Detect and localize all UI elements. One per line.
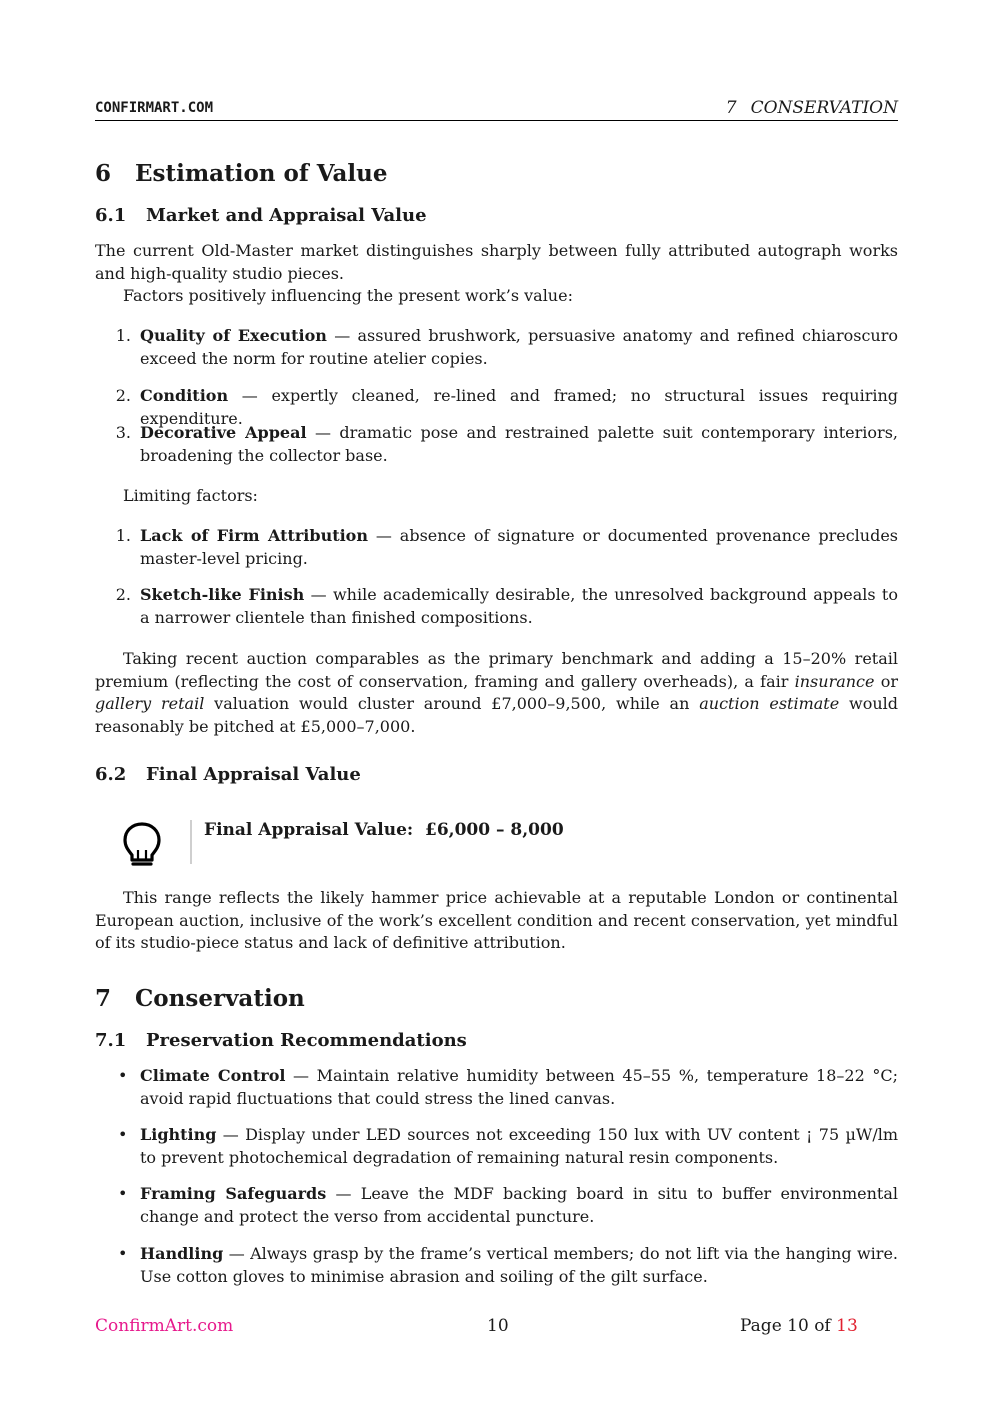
list-item: [95, 1183, 898, 1228]
item-text: — Always grasp by the frame’s vertical members; do not lift via the hanging wire. Use cotton gloves to minimise abrasion and soiling of the gilt surface.: [140, 1244, 898, 1286]
text-run: or: [874, 671, 898, 691]
item-label: Climate Control: [140, 1066, 286, 1085]
valuation-paragraph: [95, 648, 898, 738]
subsection-title: Preservation Recommendations: [146, 1030, 467, 1051]
list-item: [95, 584, 898, 629]
footer-site-link[interactable]: ConfirmArt.com: [95, 1316, 234, 1336]
subsection-title: Market and Appraisal Value: [146, 205, 427, 226]
positive-factors-lead: Factors positively influencing the present work’s value:: [123, 286, 573, 305]
item-text: — Display under LED sources not exceeding 150 lux with UV content ¡ 75 µW/lm to prevent photochemical degradation of remaining natural resin components.: [140, 1125, 898, 1167]
footer-page-number: 10: [487, 1316, 509, 1336]
list-marker: 2.: [115, 585, 131, 604]
list-item: [95, 325, 898, 370]
section-number: 6: [95, 160, 112, 187]
subsection-title: Final Appraisal Value: [146, 764, 361, 785]
footer-page-count: [740, 1316, 858, 1336]
subsection-number: 7.1: [95, 1030, 127, 1051]
lightbulb-icon: [120, 820, 164, 868]
list-marker: 1.: [115, 526, 131, 545]
item-text: — while academically desirable, the unresolved background appeals to a narrower clientele than finished compositions.: [140, 585, 898, 627]
item-text: — dramatic pose and restrained palette suit contemporary interiors, broadening the collector base.: [140, 423, 898, 465]
page-prefix: Page 10 of: [740, 1316, 837, 1336]
item-text: — assured brushwork, persuasive anatomy and refined chiaroscuro exceed the norm for routine atelier copies.: [140, 326, 898, 368]
list-item: [95, 1124, 898, 1169]
item-label: Quality of Execution: [140, 326, 327, 345]
section-7-heading: [95, 985, 305, 1012]
list-item: [95, 525, 898, 570]
list-marker: 1.: [115, 326, 131, 345]
bullet: •: [118, 1125, 128, 1144]
final-appraisal-value: Final Appraisal Value: £6,000 – 8,000: [204, 820, 564, 840]
subsection-7-1-heading: [95, 1030, 467, 1051]
item-label: Lighting: [140, 1125, 217, 1144]
emphasis: gallery retail: [95, 694, 205, 713]
list-item: [95, 1243, 898, 1288]
text-run: would reasonably be pitched at £5,000–7,000.: [95, 694, 899, 736]
subsection-number: 6.2: [95, 764, 127, 785]
item-label: Sketch-like Finish: [140, 585, 305, 604]
limiting-factors-lead: Limiting factors:: [123, 486, 258, 505]
item-text: — expertly cleaned, re-lined and framed; no structural issues requiring expenditure.: [140, 386, 898, 428]
item-text: — absence of signature or documented provenance precludes master-level pricing.: [140, 526, 899, 568]
text-run: Taking recent auction comparables as the primary benchmark and adding a 15–20% retail premium (reflecting the cost of conservation, framing and gallery overheads), a fair: [95, 649, 898, 691]
total-pages-link[interactable]: 13: [836, 1316, 858, 1336]
list-marker: 3.: [115, 423, 131, 442]
bullet: •: [118, 1066, 128, 1085]
subsection-6-2-heading: [95, 764, 361, 785]
header-section-number: 7: [725, 98, 737, 118]
appraisal-callout: [120, 818, 880, 868]
running-header: [95, 98, 898, 121]
intro-paragraph: The current Old-Master market distinguishes sharply between fully attributed autograph works and high-quality studio pieces.: [95, 241, 898, 283]
subsection-6-1-heading: [95, 205, 427, 226]
item-label: Handling: [140, 1244, 224, 1263]
section-number: 7: [95, 985, 112, 1012]
subsection-number: 6.1: [95, 205, 127, 226]
item-text: — Maintain relative humidity between 45–55 %, temperature 18–22 °C; avoid rapid fluctuations that could stress the lined canvas.: [140, 1066, 899, 1108]
item-text: — Leave the MDF backing board in situ to buffer environmental change and protect the verso from accidental puncture.: [140, 1184, 898, 1226]
callout-rule: [190, 820, 192, 864]
emphasis: auction estimate: [699, 694, 840, 713]
item-label: Condition: [140, 386, 229, 405]
item-label: Framing Safeguards: [140, 1184, 327, 1203]
section-6-heading: [95, 160, 387, 187]
appraisal-note: This range reflects the likely hammer price achievable at a reputable London or continental European auction, inclusive of the work’s excellent condition and recent conservation, yet mindful of its studio-piece status and lack of definitive attribution.: [95, 888, 898, 952]
item-label: Lack of Firm Attribution: [140, 526, 368, 545]
header-logo: CONFIRMART.COM: [95, 100, 214, 116]
section-title: Conservation: [135, 985, 305, 1012]
bullet: •: [118, 1184, 128, 1203]
bullet: •: [118, 1244, 128, 1263]
item-label: Decorative Appeal: [140, 423, 307, 442]
list-item: [95, 422, 898, 467]
text-run: valuation would cluster around £7,000–9,500, while an: [204, 694, 700, 713]
emphasis: insurance: [794, 671, 875, 691]
header-section: [726, 98, 898, 118]
section-title: Estimation of Value: [135, 160, 388, 187]
header-section-title: CONSERVATION: [750, 98, 898, 118]
list-item: [95, 1065, 898, 1110]
list-marker: 2.: [115, 386, 131, 405]
